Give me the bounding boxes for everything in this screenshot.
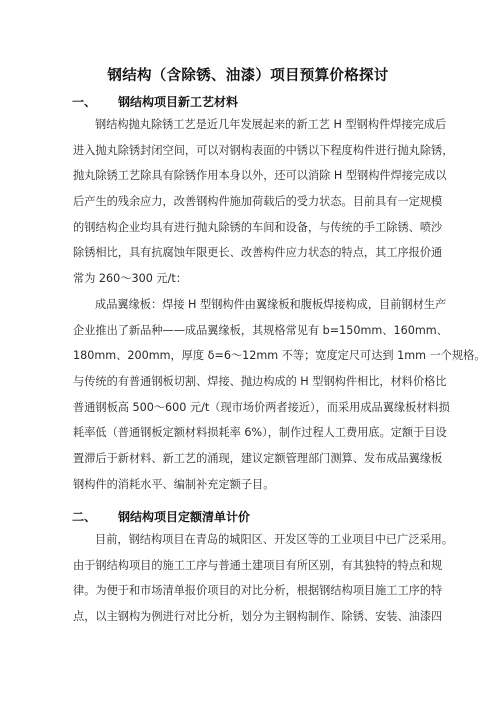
paragraph-line: 置滞后于新材料、新工艺的涌现，建议定额管理部门测算、发布成品翼缘板 [73,452,443,466]
section-heading-1 [72,93,238,110]
paragraph-line: 的钢结构企业均具有进行抛丸除锈的车间和设备，与传统的手工除锈、喷沙 [73,220,443,234]
paragraph-line: 钢构件的消耗水平、编制补充定额子目。 [73,477,275,491]
paragraph-line: 180mm、200mm，厚度 δ=6～12mm 不等；宽度定尺可达到 1mm 一个规格。 [73,349,486,363]
paragraph-line: 钢结构抛丸除锈工艺是近几年发展起来的新工艺 H 型钢构件焊接完成后 [95,118,447,131]
section-title-2: 钢结构项目定额清单计价 [118,510,251,524]
paragraph-line: 除锈相比，具有抗腐蚀年限更长、改善构件应力状态的特点，其工序报价通 [73,246,443,260]
section-heading-2 [72,508,250,525]
paragraph-flange-plate [73,292,486,498]
paragraph-line: 律。为便于和市场清单报价项目的对比分析，根据钢结构项目施工工序的特 [73,584,443,598]
paragraph-line: 普通钢板高 500～600 元/t（现市场价两者接近），而采用成品翼缘板材料损 [73,400,450,414]
section-number-2: 二、 [72,510,97,524]
paragraph-line: 抛丸除锈工艺除具有除锈作用本身以外，还可以消除 H 型钢构件焊接完成以 [73,169,447,183]
paragraph-line: 后产生的残余应力，改善钢构件施加荷载后的受力状态。目前具有一定规模 [73,195,443,209]
section-number-1: 一、 [72,95,97,109]
paragraph-line: 耗率低（普通钢板定额材料损耗率 6%），制作过程人工费用底。定额于目设 [73,426,447,440]
paragraph-line: 由于钢结构项目的施工工序与普通土建项目有所区别，有其独特的特点和规 [73,558,443,572]
paragraph-line: 成品翼缘板：焊接 H 型钢构件由翼缘板和腹板焊接构成，目前钢材生产 [95,298,447,311]
paragraph-line: 进入抛丸除锈封闭空间，可以对钢构表面的中锈以下程度构件进行抛丸除锈， [73,143,454,157]
paragraph-line: 点，以主钢构为例进行对比分析，划分为主钢构制作、除锈、安装、油漆四 [73,610,443,624]
document-title: 钢结构（含除锈、油漆）项目预算价格探讨 [107,68,389,84]
paragraph-line: 企业推出了新品种——成品翼缘板，其规格常见有 b=150mm、160mm、 [73,323,448,337]
paragraph-pricing [73,527,454,630]
paragraph-line: 常为 260～300 元/t： [73,272,187,286]
paragraph-shot-blasting [73,112,454,292]
section-title-1: 钢结构项目新工艺材料 [118,95,239,109]
paragraph-line: 目前，钢结构项目在青岛的城阳区、开发区等的工业项目中已广泛采用。 [95,533,454,546]
paragraph-line: 与传统的有普通钢板切割、焊接、抛边构成的 H 型钢构件相比，材料价格比 [73,375,447,389]
